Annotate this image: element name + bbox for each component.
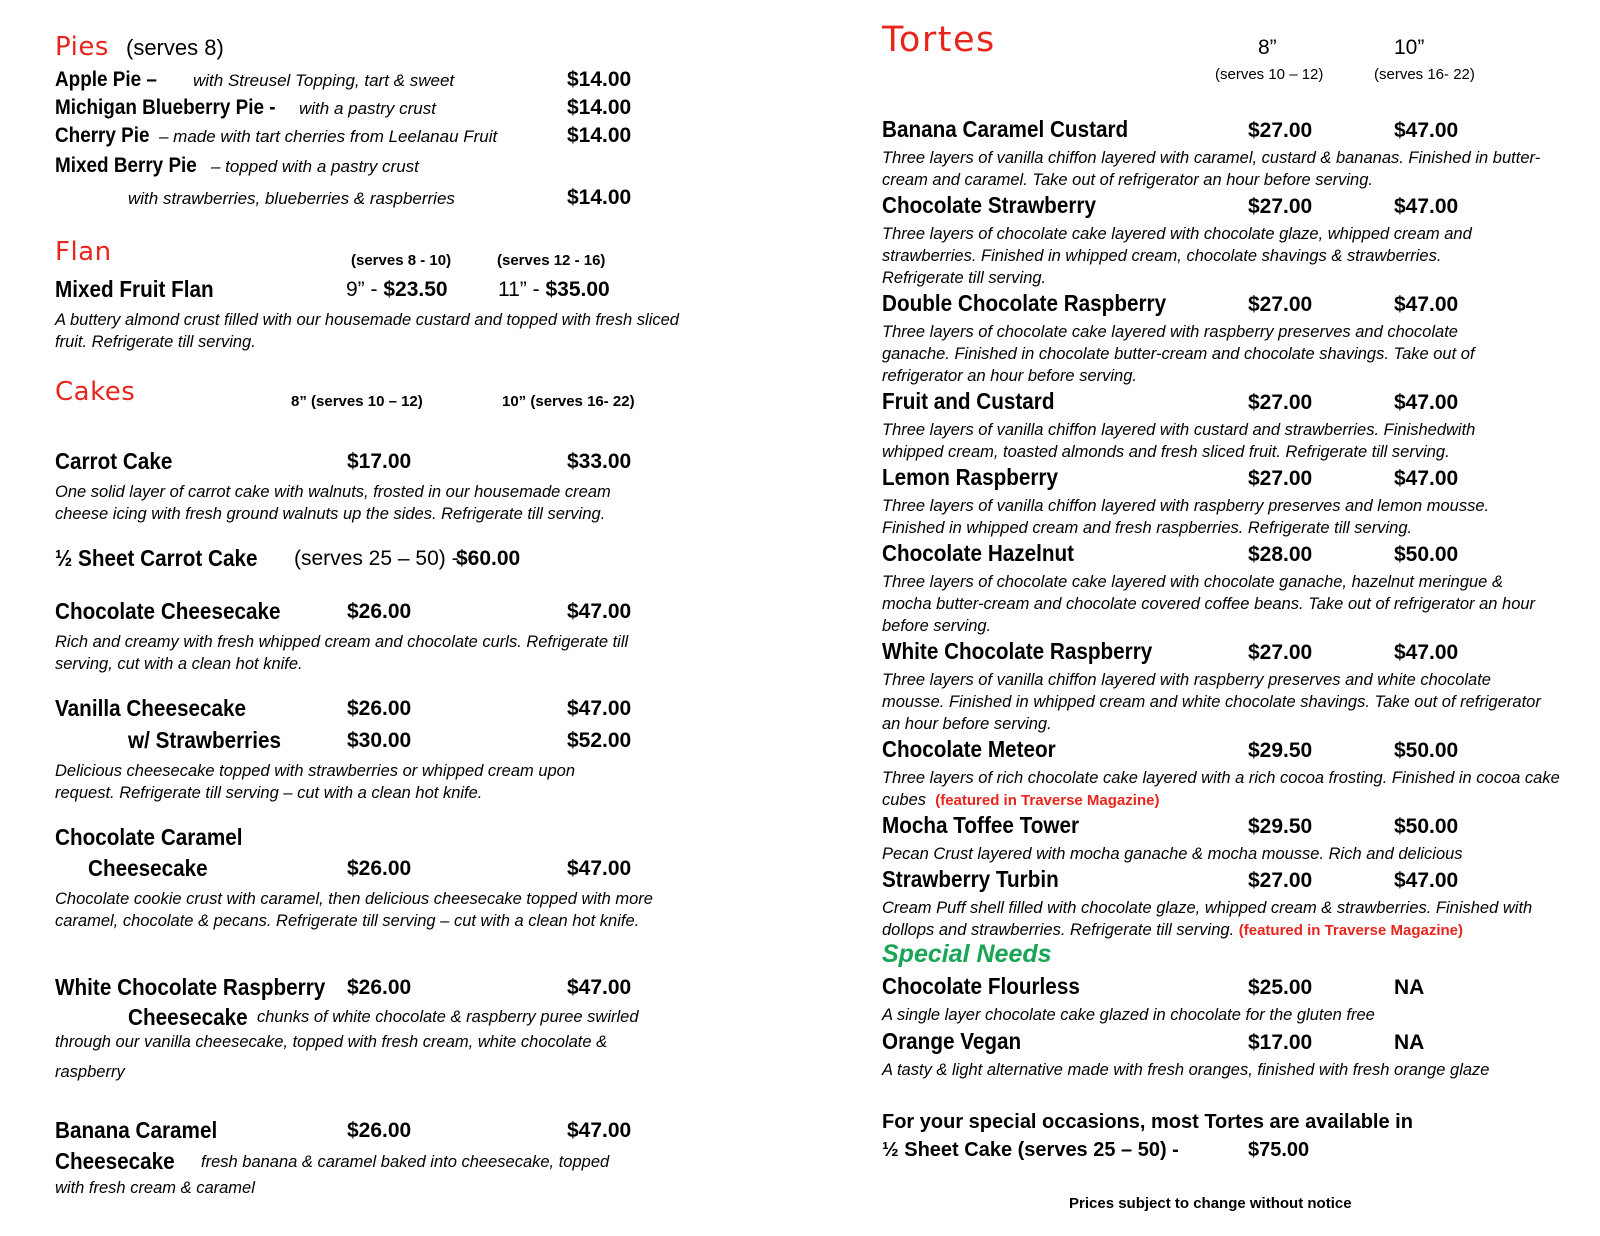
choc-cheesecake-desc: Rich and creamy with fresh whipped cream and chocolate curls. Refrigerate till serving, cut with a clean hot knife.: [55, 633, 629, 673]
torte-desc: [882, 767, 1562, 812]
pie-item: [55, 68, 168, 92]
white-choc-cheesecake-price-a: $26.00: [347, 976, 412, 999]
half-sheet-carrot-name: ½ Sheet Carrot Cake: [55, 545, 258, 571]
torte-name: Chocolate Meteor: [882, 736, 1056, 762]
flan-price-a-value: $23.50: [383, 278, 448, 301]
flan-price-a: [346, 278, 448, 302]
cakes-size-a: 8” (serves 10 – 12): [291, 393, 423, 410]
torte-price-a: $27.00: [1248, 391, 1313, 414]
special-occasion-price: $75.00: [1248, 1139, 1310, 1161]
torte-name: Mocha Toffee Tower: [882, 812, 1080, 838]
white-choc-cheesecake-desc-line2: through our vanilla cheesecake, topped with fresh cream, white chocolate &: [55, 1033, 608, 1051]
choc-cheesecake-price-b: $47.00: [567, 600, 632, 623]
flan-name: Mixed Fruit Flan: [55, 276, 214, 302]
torte-desc: Three layers of chocolate cake layered with chocolate glaze, whipped cream and strawberries. Finished in whipped cream, chocolate shavings & strawberries. Refrigerate till serving.: [882, 225, 1472, 287]
banana-cheesecake-name-line2: Cheesecake: [55, 1148, 175, 1174]
torte-desc: Three layers of vanilla chiffon layered with custard and strawberries. Finishedwith whipped cream, toasted almonds and fresh sliced fruit. Refrigerate till serving.: [882, 421, 1476, 461]
half-sheet-carrot-price: $60.00: [456, 547, 521, 570]
white-choc-cheesecake-name: White Chocolate Raspberry: [55, 974, 326, 1000]
torte-name: Chocolate Hazelnut: [882, 540, 1075, 566]
choc-caramel-price-a: $26.00: [347, 857, 412, 880]
item-price: $14.00: [567, 96, 632, 119]
choc-cheesecake-name: Chocolate Cheesecake: [55, 598, 281, 624]
choc-caramel-name-line2: Cheesecake: [88, 855, 208, 881]
tortes-size-b: 10”: [1394, 36, 1425, 59]
item-price: $14.00: [567, 186, 632, 209]
carrot-cake-price-b: $33.00: [567, 450, 632, 473]
banana-cheesecake-price-b: $47.00: [567, 1119, 632, 1142]
flan-price-b: [498, 278, 610, 302]
item-price: $14.00: [567, 124, 632, 147]
flan-heading: Flan: [55, 237, 112, 267]
torte-name: White Chocolate Raspberry: [882, 638, 1153, 664]
vanilla-strawberries-price-b: $52.00: [567, 729, 632, 752]
carrot-cake-name: Carrot Cake: [55, 448, 173, 474]
special-occasion-line2: ½ Sheet Cake (serves 25 – 50) -: [882, 1139, 1179, 1161]
banana-cheesecake-desc-line2: with fresh cream & caramel: [55, 1179, 255, 1197]
featured-badge: (featured in Traverse Magazine): [935, 792, 1160, 809]
flan-size-b: 11” -: [498, 278, 540, 301]
choc-caramel-desc: Chocolate cookie crust with caramel, then delicious cheesecake topped with more caramel, chocolate & pecans. Refrigerate till serving – cut with a clean hot knife.: [55, 890, 653, 930]
special-item-name: Orange Vegan: [882, 1028, 1022, 1054]
featured-badge: (featured in Traverse Magazine): [1238, 922, 1463, 939]
torte-price-b: $50.00: [1394, 739, 1459, 762]
half-sheet-carrot-serves: (serves 25 – 50) -: [294, 547, 459, 570]
vanilla-cheesecake-price-a: $26.00: [347, 697, 412, 720]
flan-serves-b: (serves 12 - 16): [497, 252, 606, 269]
special-occasion-line1: For your special occasions, most Tortes are available in: [882, 1111, 1413, 1133]
pie-item: [55, 96, 300, 120]
torte-price-a: $27.00: [1248, 869, 1313, 892]
special-item-price-b: NA: [1394, 976, 1425, 999]
item-desc: with Streusel Topping, tart & sweet: [193, 71, 455, 90]
item-name: Apple Pie –: [55, 68, 157, 91]
torte-price-a: $27.00: [1248, 195, 1313, 218]
torte-price-a: $28.00: [1248, 543, 1313, 566]
vanilla-strawberries-price-a: $30.00: [347, 729, 412, 752]
torte-price-a: $27.00: [1248, 467, 1313, 490]
torte-name: Fruit and Custard: [882, 388, 1055, 414]
tortes-heading: Tortes: [882, 20, 996, 60]
torte-price-b: $47.00: [1394, 391, 1459, 414]
choc-cheesecake-price-a: $26.00: [347, 600, 412, 623]
flan-desc: A buttery almond crust filled with our housemade custard and topped with fresh sliced fruit. Refrigerate till serving.: [55, 311, 679, 351]
pie-item: [55, 154, 213, 178]
cakes-heading: Cakes: [55, 377, 136, 407]
item-name: Michigan Blueberry Pie -: [55, 96, 276, 119]
flan-serves-a: (serves 8 - 10): [351, 252, 452, 269]
white-choc-cheesecake-desc: chunks of white chocolate & raspberry puree swirled: [257, 1008, 639, 1026]
item-name: Cherry Pie: [55, 124, 150, 147]
torte-desc: Three layers of chocolate cake layered with raspberry preserves and chocolate ganache. Finished in chocolate butter-cream and chocolate shavings. Take out of refrigerator an hour before serving.: [882, 323, 1475, 385]
torte-desc-text: Cream Puff shell filled with chocolate glaze, whipped cream & strawberries. Finished with dollops and strawberries. Refrigerate till serving.: [882, 899, 1533, 939]
carrot-cake-desc: One solid layer of carrot cake with walnuts, frosted in our housemade cream cheese icing with fresh ground walnuts up the sides. Refrigerate till serving.: [55, 483, 611, 523]
vanilla-cheesecake-desc: Delicious cheesecake topped with strawberries or whipped cream upon request. Refrigerate till serving – cut with a clean hot knife.: [55, 762, 576, 802]
price-disclaimer: Prices subject to change without notice: [1069, 1195, 1352, 1212]
carrot-cake-price-a: $17.00: [347, 450, 412, 473]
special-item-name: Chocolate Flourless: [882, 973, 1080, 999]
item-desc: – topped with a pastry crust: [211, 157, 419, 176]
flan-size-a: 9” -: [346, 278, 378, 301]
banana-cheesecake-desc: fresh banana & caramel baked into cheesecake, topped: [201, 1153, 610, 1171]
torte-price-a: $27.00: [1248, 293, 1313, 316]
cakes-size-b: 10” (serves 16- 22): [502, 393, 635, 410]
white-choc-cheesecake-name-line2: Cheesecake: [128, 1004, 248, 1030]
vanilla-cheesecake-name: Vanilla Cheesecake: [55, 695, 247, 721]
item-name: Mixed Berry Pie: [55, 154, 197, 177]
pies-heading: Pies: [55, 32, 109, 62]
special-item-desc: A tasty & light alternative made with fresh oranges, finished with fresh orange glaze: [882, 1061, 1490, 1079]
torte-price-b: $47.00: [1394, 293, 1459, 316]
white-choc-cheesecake-price-b: $47.00: [567, 976, 632, 999]
torte-name: Strawberry Turbin: [882, 866, 1059, 892]
torte-desc: Three layers of vanilla chiffon layered with raspberry preserves and white chocolate mousse. Finished in whipped cream and white chocolate shavings. Take out of refrigerator an hour before serving.: [882, 671, 1541, 733]
torte-desc: Three layers of vanilla chiffon layered with raspberry preserves and lemon mousse. Finished in whipped cream and fresh raspberries. Refrigerate till serving.: [882, 497, 1490, 537]
tortes-size-a-serves: (serves 10 – 12): [1215, 66, 1324, 83]
banana-cheesecake-name: Banana Caramel: [55, 1117, 218, 1143]
torte-price-b: $47.00: [1394, 641, 1459, 664]
torte-desc: Pecan Crust layered with mocha ganache & mocha mousse. Rich and delicious: [882, 845, 1463, 863]
torte-price-b: $47.00: [1394, 467, 1459, 490]
special-item-desc: A single layer chocolate cake glazed in chocolate for the gluten free: [882, 1006, 1375, 1024]
special-item-price-a: $25.00: [1248, 976, 1313, 999]
torte-price-b: $47.00: [1394, 119, 1459, 142]
vanilla-strawberries-name: w/ Strawberries: [128, 727, 282, 753]
torte-desc: Three layers of chocolate cake layered with chocolate ganache, hazelnut meringue & mocha butter-cream and chocolate covered coffee beans. Take out of refrigerator an hour before serving.: [882, 573, 1536, 635]
torte-price-b: $47.00: [1394, 195, 1459, 218]
item-desc: with a pastry crust: [299, 99, 436, 118]
special-needs-heading: Special Needs: [882, 940, 1052, 968]
special-item-price-a: $17.00: [1248, 1031, 1313, 1054]
tortes-size-b-serves: (serves 16- 22): [1374, 66, 1475, 83]
torte-desc: Three layers of vanilla chiffon layered with caramel, custard & bananas. Finished in butter-cream and caramel. Take out of refrigerator an hour before serving.: [882, 149, 1541, 189]
item-desc-line2: with strawberries, blueberries & raspberries: [128, 189, 455, 208]
torte-name: Chocolate Strawberry: [882, 192, 1096, 218]
flan-price-b-value: $35.00: [545, 278, 610, 301]
torte-price-a: $27.00: [1248, 641, 1313, 664]
torte-desc: [882, 897, 1542, 942]
torte-name: Banana Caramel Custard: [882, 116, 1129, 142]
torte-desc-text: Three layers of rich chocolate cake layered with a rich cocoa frosting. Finished in cocoa cake cubes: [882, 769, 1560, 809]
pies-serves: (serves 8): [126, 35, 224, 60]
torte-name: Double Chocolate Raspberry: [882, 290, 1167, 316]
torte-price-b: $47.00: [1394, 869, 1459, 892]
torte-price-a: $29.50: [1248, 739, 1313, 762]
torte-price-a: $29.50: [1248, 815, 1313, 838]
tortes-size-a: 8”: [1258, 36, 1277, 59]
torte-price-b: $50.00: [1394, 543, 1459, 566]
item-price: $14.00: [567, 68, 632, 91]
choc-caramel-price-b: $47.00: [567, 857, 632, 880]
banana-cheesecake-price-a: $26.00: [347, 1119, 412, 1142]
torte-price-b: $50.00: [1394, 815, 1459, 838]
item-desc: – made with tart cherries from Leelanau Fruit: [159, 127, 498, 146]
torte-price-a: $27.00: [1248, 119, 1313, 142]
pie-item: [55, 124, 160, 148]
vanilla-cheesecake-price-b: $47.00: [567, 697, 632, 720]
torte-name: Lemon Raspberry: [882, 464, 1059, 490]
choc-caramel-name: Chocolate Caramel: [55, 824, 243, 850]
special-item-price-b: NA: [1394, 1031, 1425, 1054]
white-choc-cheesecake-desc-line3: raspberry: [55, 1063, 125, 1081]
